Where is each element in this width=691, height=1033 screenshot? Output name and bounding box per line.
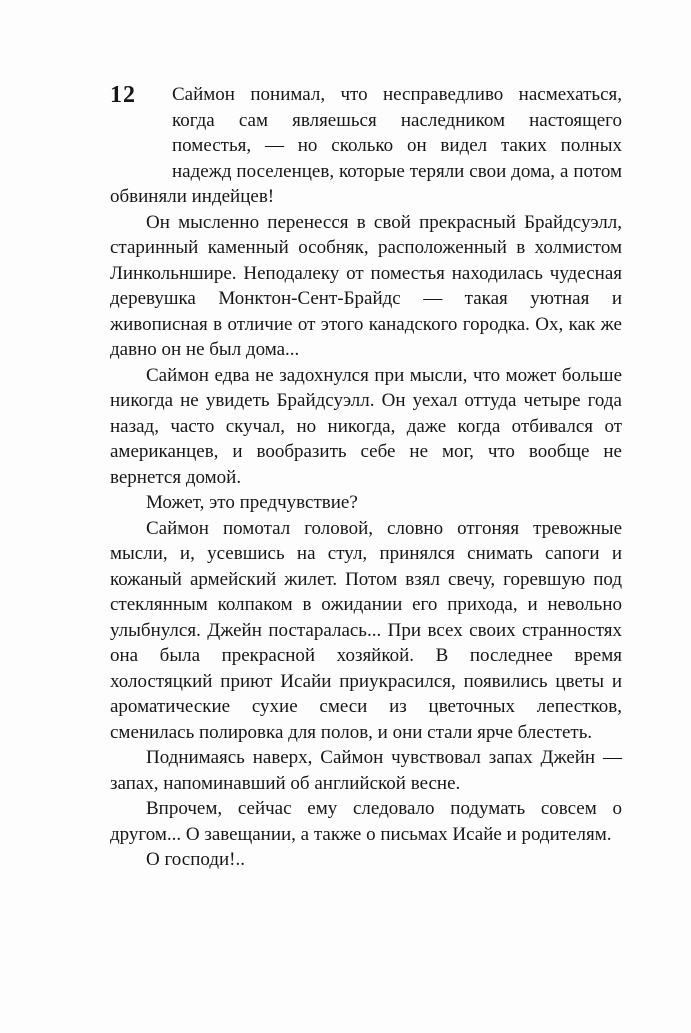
paragraph: Саймон помотал головой, словно отгоняя тревожные мысли, и, усевшись на стул, принялся снимать сапоги и кожаный армейский жилет. Потом взял свечу, горевшую под стеклянным колпаком в ожидании его прихода, и невольно улыбнулся. Джейн постаралась... При всех своих странностях она была прекрасной хозяйкой. В последнее время холостяцкий приют Исайи приукрасился, появились цветы и ароматические сухие смеси из цветочных лепестков, сменилась полировка для полов, и они стали ярче блестеть. xyxy=(110,517,622,743)
paragraph: Поднимаясь наверх, Саймон чувствовал запах Джейн — запах, напоминавший об английской весне. xyxy=(110,747,622,794)
paragraph: О господи!.. xyxy=(146,849,245,870)
chapter-number: 12 xyxy=(110,82,136,108)
paragraph-text: Саймон понимал, что несправедливо насмехаться, когда сам являешься наследником настоящего поместья, — но сколько он видел таких полных надежд поселенцев, которые теряли свои дома, а потом обвиняли индейцев! xyxy=(110,84,622,207)
text-block xyxy=(110,82,622,873)
paragraph: Он мысленно перенесся в свой прекрасный Брайдсуэлл, старинный каменный особняк, расположенный в холмистом Линкольншире. Неподалеку от поместья находилась чудесная деревушка Монктон-Сент-Брайдс — такая уютная и живописная в отличие от этого канадского городка. Ох, как же давно он не был дома... xyxy=(110,211,622,360)
paragraph: Впрочем, сейчас ему следовало подумать совсем о другом... О завещании, а также о письмах Исайе и родителям. xyxy=(110,798,622,845)
paragraph: Может, это предчувствие? xyxy=(146,492,358,513)
paragraph xyxy=(110,82,622,210)
paragraph: Саймон едва не задохнулся при мысли, что может больше никогда не увидеть Брайдсуэлл. Он уехал оттуда четыре года назад, часто скучал, но никогда, даже когда отбивался от американцев, и вообразить себе не мог, что вообще не вернется домой. xyxy=(110,364,622,488)
